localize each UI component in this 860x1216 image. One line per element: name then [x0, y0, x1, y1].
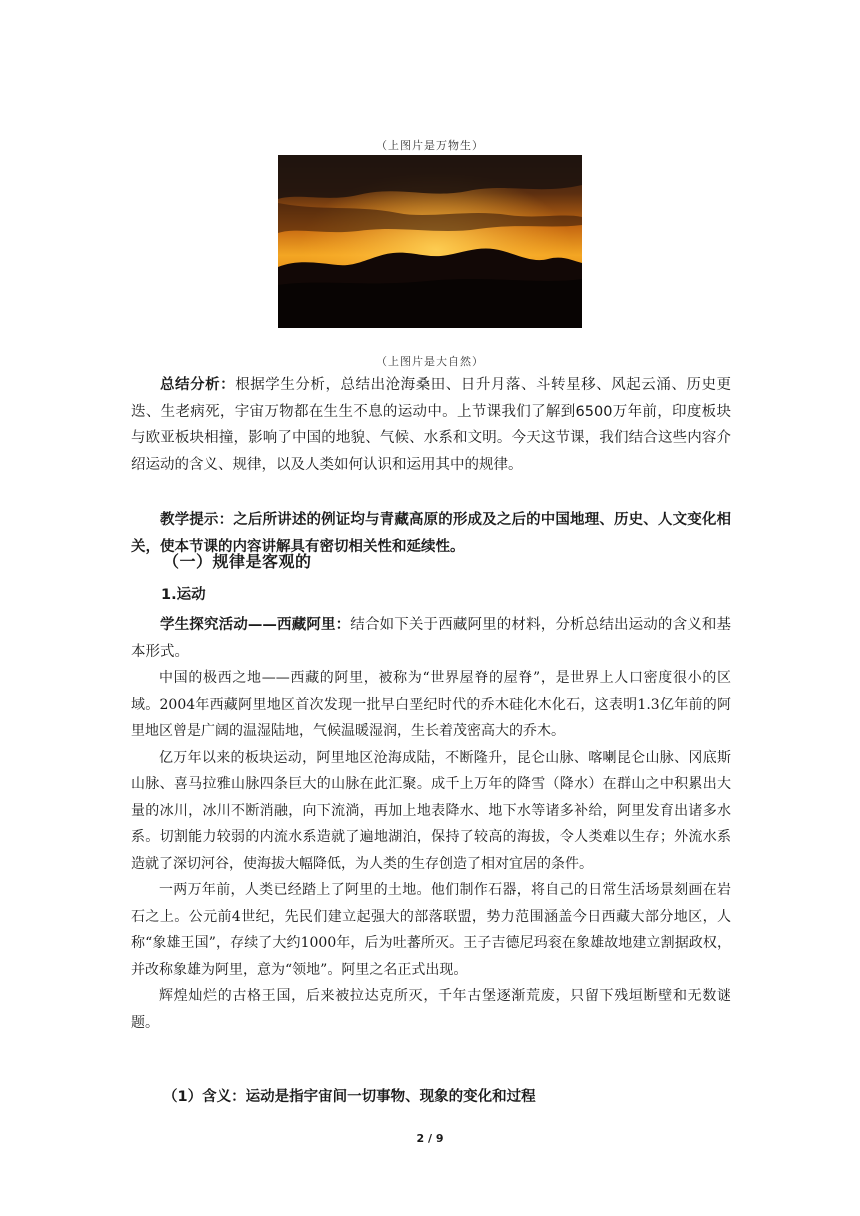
activity-label: 学生探究活动——西藏阿里：: [160, 617, 351, 633]
figure2-caption: （上图片是大自然）: [376, 355, 484, 368]
material-paragraph: 一两万年前，人类已经踏上了阿里的土地。他们制作石器，将自己的日常生活场景刻画在岩石之上。公元前4世纪，先民们建立起强大的部落联盟，势力范围涵盖今日西藏大部分地区，人称“象雄王国”，存续了大约1000年，后为吐蕃所灭。王子吉德尼玛衮在象雄故地建立割据政权，并改称象雄为阿里，意为“领地”。阿里之名正式出现。: [131, 882, 731, 978]
material-paragraph: 辉煌灿烂的古格王国，后来被拉达克所灭，千年古堡逐渐荒废，只留下残垣断壁和无数谜题。: [131, 988, 731, 1031]
summary-paragraph: [131, 372, 731, 478]
sunset-mountain-photo: [278, 155, 582, 328]
summary-label: 总结分析：: [160, 377, 236, 393]
material-block: [131, 665, 731, 1036]
material-paragraph: 中国的极西之地——西藏的阿里，被称为“世界屋脊的屋脊”，是世界上人口密度很小的区域。2004年西藏阿里地区首次发现一批早白垩纪时代的乔木硅化木化石，这表明1.3亿年前的阿里地区曾是广阔的温湿陆地，气候温暖湿润，生长着茂密高大的乔木。: [131, 670, 731, 739]
material-paragraph: 亿万年以来的板块运动，阿里地区沧海成陆，不断隆升，昆仑山脉、喀喇昆仑山脉、冈底斯山脉、喜马拉雅山脉四条巨大的山脉在此汇聚。成千上万年的降雪（降水）在群山之中积累出大量的冰川，冰川不断消融，向下流淌，再加上地表降水、地下水等诸多补给，阿里发育出诸多水系。切割能力较弱的内流水系造就了遍地湖泊，保持了较高的海拔，令人类难以生存；外流水系造就了深切河谷，使海拔大幅降低，为人类的生存创造了相对宜居的条件。: [131, 749, 731, 872]
activity-paragraph: [131, 612, 731, 665]
tip-text: 之后所讲述的例证均与青藏高原的形成及之后的中国地理、历史、人文变化相关，使本节课的内容讲解具有密切相关性和延续性。: [131, 512, 732, 555]
subheading: 1.运动: [161, 587, 206, 603]
figure1-caption: （上图片是万物生）: [376, 139, 484, 152]
definition-heading: （1）含义：运动是指宇宙间一切事物、现象的变化和过程: [163, 1089, 536, 1105]
summary-text: 根据学生分析，总结出沧海桑田、日升月落、斗转星移、风起云涌、历史更迭、生老病死，宇宙万物都在生生不息的运动中。上节课我们了解到6500万年前，印度板块与欧亚板块相撞，影响了中国的地貌、气候、水系和文明。今天这节课，我们结合这些内容介绍运动的含义、规律，以及人类如何认识和运用其中的规律。: [131, 377, 731, 473]
section-heading: （一）规律是客观的: [163, 552, 312, 571]
page-number: 2 / 9: [416, 1132, 444, 1145]
activity-text: 结合如下关于西藏阿里的材料，分析总结出运动的含义和基本形式。: [131, 617, 732, 660]
tip-label: 教学提示：: [160, 512, 234, 528]
